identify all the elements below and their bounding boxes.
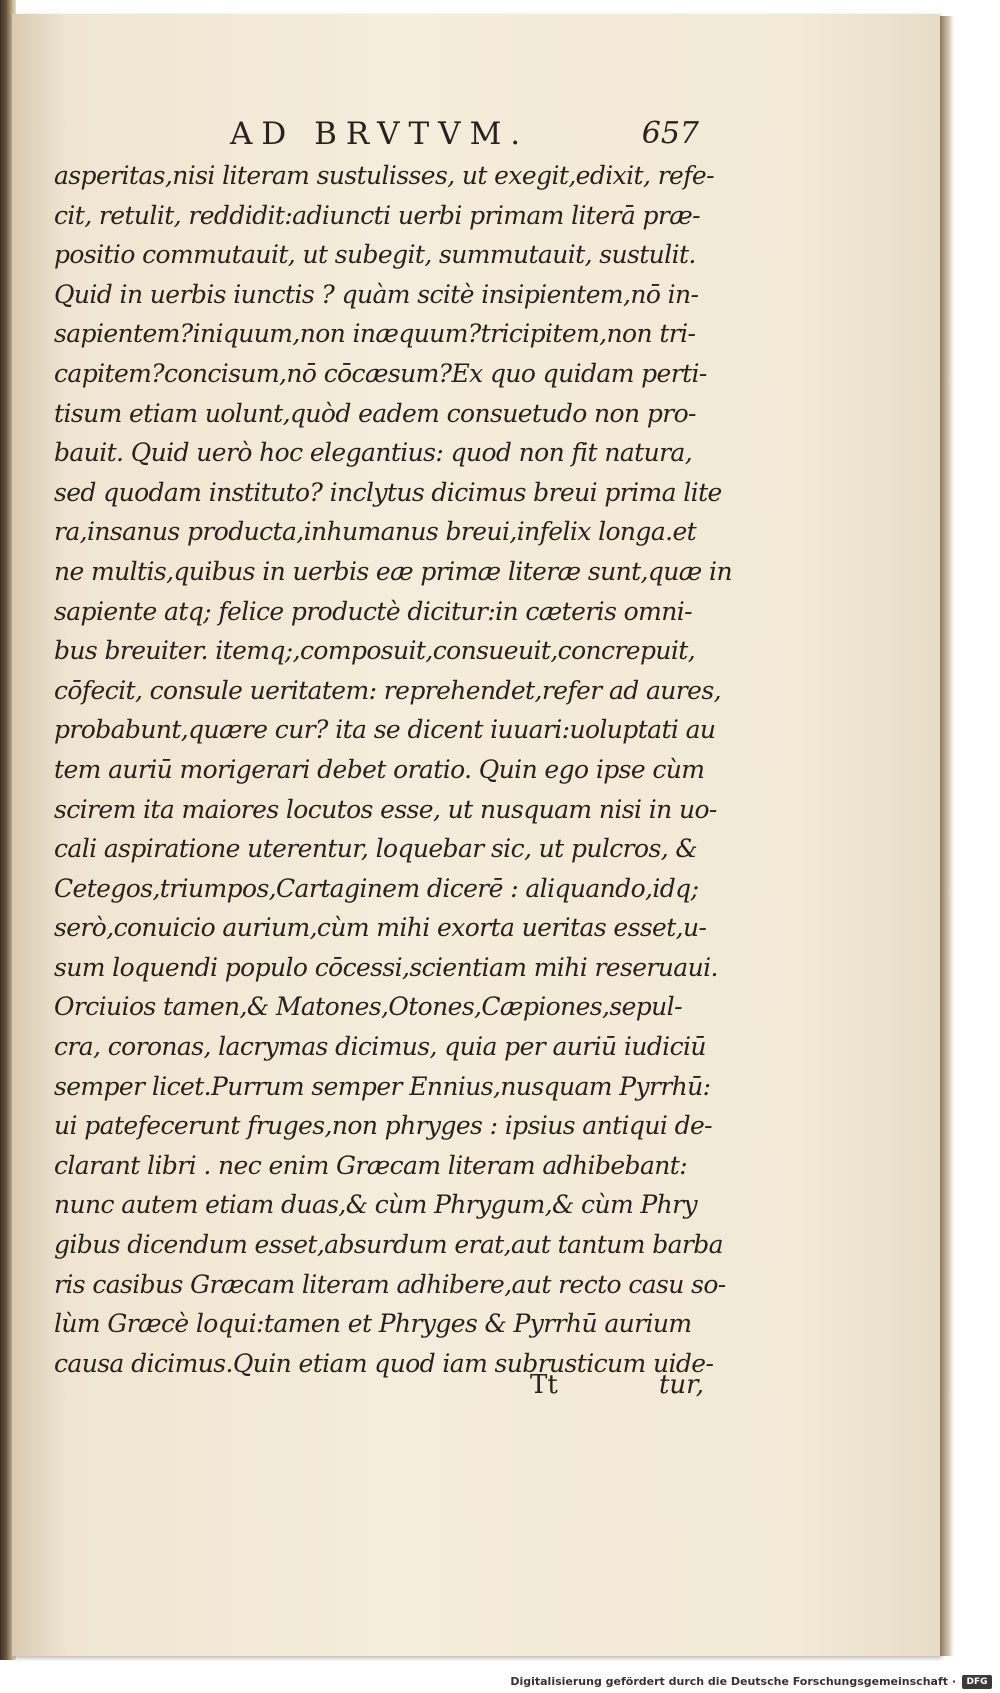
page-number: 657	[641, 116, 699, 151]
page-foot	[54, 1370, 704, 1410]
text-line: sapiente atq; felice productè dicitur:in cæteris omni-	[54, 596, 692, 626]
digitization-footer	[0, 1672, 1000, 1693]
text-line: ra,insanus producta,inhumanus breui,infelix longa.et	[54, 517, 697, 547]
dfg-logo-icon: DFG	[962, 1675, 992, 1689]
funding-credit: Digitalisierung gefördert durch die Deutsche Forschungsgemeinschaft ·	[510, 1675, 956, 1688]
text-line: probabunt,quære cur? ita se dicent iuuari:uoluptati au	[54, 715, 716, 745]
text-line: capitem?concisum,nō cōcæsum?Ex quo quidam perti-	[54, 358, 707, 388]
text-line: ne multis,quibus in uerbis eæ primæ literæ sunt,quæ in	[54, 556, 732, 586]
text-line: asperitas,nisi literam sustulisses, ut exegit,edixit, refe-	[54, 161, 714, 190]
text-line: cōfecit, consule ueritatem: reprehendet,refer ad aures,	[54, 675, 721, 705]
text-line: ui patefecerunt fruges,non phryges : ipsius antiqui de-	[54, 1111, 713, 1141]
page-edge-shadow	[940, 16, 954, 1656]
text-line: cit, retulit, reddidit:adiuncti uerbi primam literā præ-	[54, 200, 701, 230]
text-line: Orciuios tamen,& Matones,Otones,Cæpiones,sepul-	[54, 992, 682, 1022]
text-line: gibus dicendum esset,absurdum erat,aut tantum barba	[54, 1230, 723, 1260]
body-text	[54, 156, 732, 1383]
text-line: nunc autem etiam duas,& cùm Phrygum,& cùm Phry	[54, 1190, 697, 1220]
text-line: cra, coronas, lacrymas dicimus, quia per auriū iudiciū	[54, 1032, 706, 1062]
text-line: cali aspiratione uterentur, loquebar sic, ut pulcros, &	[54, 834, 698, 864]
page-header	[52, 112, 707, 158]
text-line: ris casibus Græcam literam adhibere,aut recto casu so-	[54, 1269, 726, 1299]
text-line: bus breuiter. itemq;,composuit,consueuit,concrepuit,	[54, 636, 696, 666]
signature-mark: Tt	[530, 1370, 558, 1400]
text-line: positio commutauit, ut subegit, summutauit, sustulit.	[54, 240, 696, 270]
text-line: serò,conuicio aurium,cùm mihi exorta ueritas esset,u-	[54, 913, 707, 943]
catchword: tur,	[658, 1370, 704, 1400]
text-line: causa dicimus.Quin etiam quod iam subrusticum uide-	[54, 1348, 714, 1378]
text-line: Quid in uerbis iunctis ? quàm scitè insipientem,nō in-	[54, 279, 699, 309]
text-line: sapientem?iniquum,non inæquum?tricipitem,non tri-	[54, 319, 696, 349]
text-line: tisum etiam uolunt,quòd eadem consuetudo non pro-	[54, 398, 696, 428]
text-line: semper licet.Purrum semper Ennius,nusquam Pyrrhū:	[54, 1071, 711, 1101]
text-line: sum loquendi populo cōcessi,scientiam mihi reseruaui.	[54, 952, 718, 982]
text-line: bauit. Quid uerò hoc elegantius: quod non fit natura,	[54, 438, 693, 468]
text-line: clarant libri . nec enim Græcam literam adhibebant:	[54, 1150, 688, 1180]
text-line: tem auriū morigerari debet oratio. Quin ego ipse cùm	[54, 754, 705, 784]
text-line: sed quodam instituto? inclytus dicimus breui prima lite	[54, 477, 722, 507]
text-line: Cetegos,triumpos,Cartaginem dicerē : aliquando,idq;	[54, 873, 699, 903]
text-line: lùm Græcè loqui:tamen et Phryges & Pyrrhū aurium	[54, 1309, 692, 1339]
text-line: scirem ita maiores locutos esse, ut nusquam nisi in uo-	[54, 794, 717, 824]
running-head: AD BRVTVM.	[230, 116, 530, 152]
